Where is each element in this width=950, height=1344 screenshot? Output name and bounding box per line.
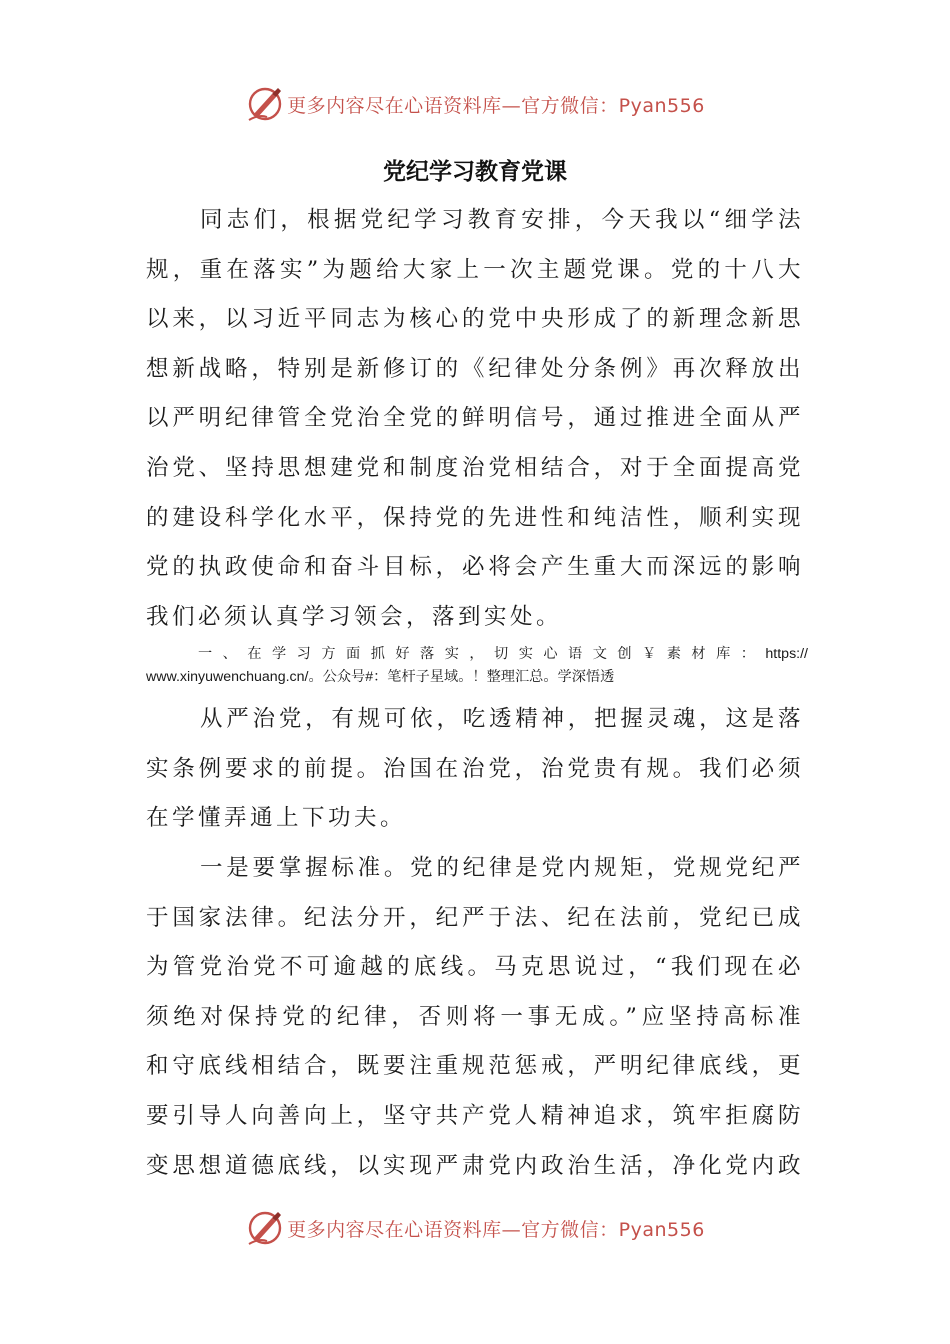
text-line: 党的执政使命和奋斗目标，必将会产生重大而深远的影响 bbox=[146, 554, 804, 581]
text-line: 为管党治党不可逾越的底线。马克思说过，“我们现在必 bbox=[146, 954, 804, 981]
paragraph-intro bbox=[146, 196, 804, 646]
banner-text: 更多内容尽在心语资料库—官方微信：Pyan556 bbox=[287, 1218, 705, 1241]
pen-logo-icon bbox=[245, 1208, 285, 1248]
document-title: 党纪学习教育党课 bbox=[383, 159, 567, 185]
footer-banner bbox=[0, 1206, 950, 1250]
text-line: 我们必须认真学习领会，落到实处。 bbox=[146, 603, 563, 630]
text-line: 以来，以习近平同志为核心的党中央形成了的新理念新思 bbox=[146, 306, 804, 333]
banner-text: 更多内容尽在心语资料库—官方微信：Pyan556 bbox=[287, 94, 705, 117]
section-heading bbox=[146, 643, 808, 689]
header-banner bbox=[0, 82, 950, 126]
paragraph-principle bbox=[146, 695, 804, 845]
text-line: 须绝对保持党的纪律，否则将一事无成。”应坚持高标准 bbox=[146, 1003, 804, 1030]
text-line: 从严治党，有规可依，吃透精神，把握灵魂，这是落 bbox=[200, 706, 804, 732]
text-line: 要引导人向善向上，坚守共产党人精神追求，筑牢拒腐防 bbox=[146, 1102, 804, 1129]
text-line: 想新战略，特别是新修订的《纪律处分条例》再次释放出 bbox=[146, 355, 804, 382]
text-line: 一是要掌握标准。党的纪律是党内规矩，党规党纪严 bbox=[200, 855, 804, 881]
pen-logo-icon bbox=[245, 84, 285, 124]
text-line: 和守底线相结合，既要注重规范惩戒，严明纪律底线，更 bbox=[146, 1053, 804, 1080]
text-line: 变思想道德底线，以实现严肃党内政治生活，净化党内政 bbox=[146, 1152, 804, 1179]
text-line: 的建设科学化水平，保持党的先进性和纯洁性，顺利实现 bbox=[146, 504, 804, 531]
heading-line: www.xinyuwenchuang.cn/。公众号#：笔杆子星域。！整理汇总。学深悟透 bbox=[146, 669, 615, 685]
text-line: 在学懂弄通上下功夫。 bbox=[146, 805, 407, 832]
text-line: 以严明纪律管全党治全党的鲜明信号，通过推进全面从严 bbox=[146, 405, 804, 432]
text-line: 规，重在落实”为题给大家上一次主题党课。党的十八大 bbox=[146, 256, 804, 283]
text-line: 于国家法律。纪法分开，纪严于法、纪在法前，党纪已成 bbox=[146, 904, 804, 931]
heading-line: 一、在学习方面抓好落实，切实心语文创￥素材库：https:// bbox=[198, 646, 808, 662]
text-line: 治党、坚持思想建党和制度治党相结合，对于全面提高党 bbox=[146, 454, 804, 481]
text-line: 同志们，根据党纪学习教育安排，今天我以“细学法 bbox=[200, 207, 804, 233]
paragraph-standards bbox=[146, 844, 804, 1194]
text-line: 实条例要求的前提。治国在治党，治党贵有规。我们必须 bbox=[146, 755, 804, 782]
